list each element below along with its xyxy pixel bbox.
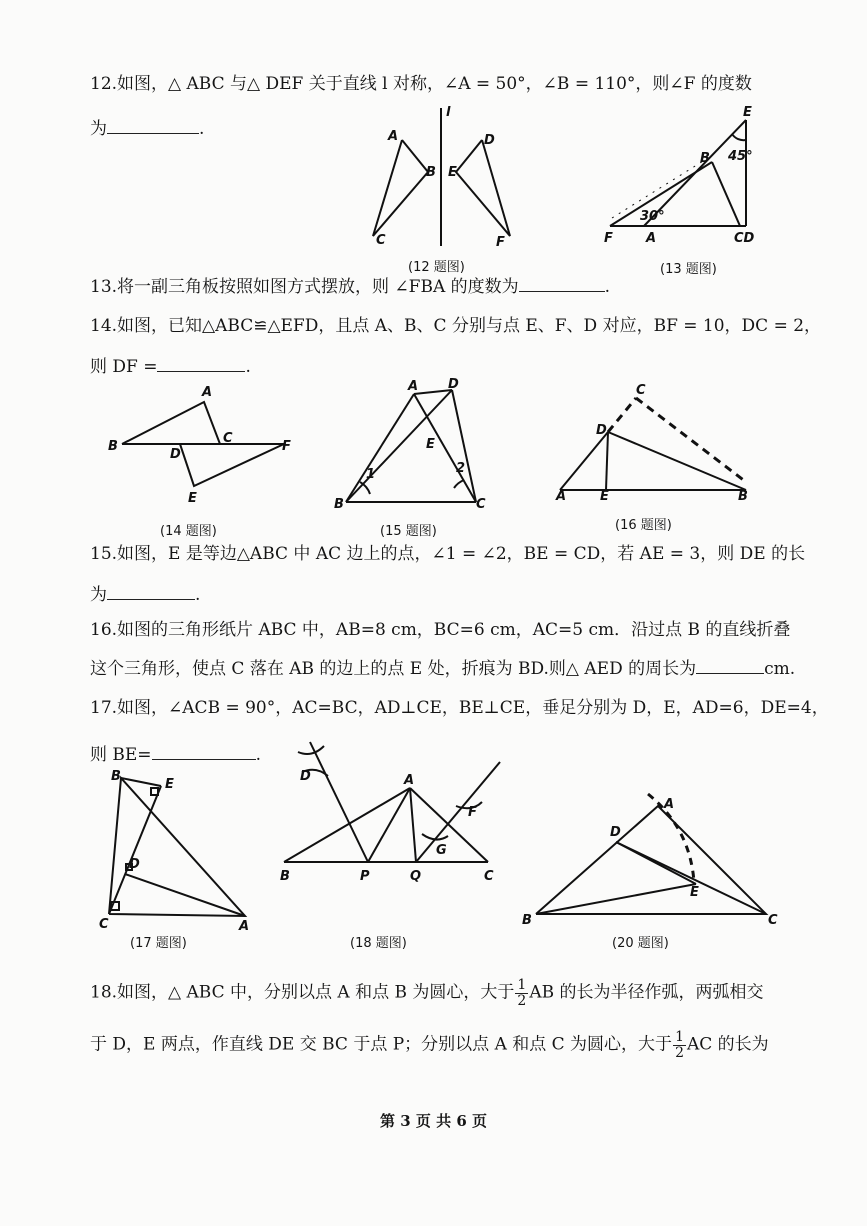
- q13-end: .: [604, 277, 611, 297]
- question-14-line2: [90, 356, 251, 377]
- question-16-line2: [90, 658, 795, 679]
- f12-label-B: B: [426, 165, 436, 180]
- f20-label-C: C: [768, 913, 778, 928]
- f20-label-E: E: [690, 885, 699, 900]
- question-15-line2: [90, 584, 200, 605]
- q18-text-b: AB 的长为半径作弧，两弧相交: [529, 982, 764, 1003]
- f13-label-E: E: [743, 105, 752, 120]
- question-17-line2: [90, 744, 261, 765]
- f18-label-Q: Q: [410, 869, 422, 884]
- figure-17: [95, 768, 265, 938]
- f12-label-l: l: [446, 105, 451, 120]
- f17-label-E: E: [165, 777, 174, 792]
- page-footer: 第 3 页 共 6 页: [380, 1112, 487, 1130]
- f12-label-E: E: [448, 165, 457, 180]
- answer-blank-17[interactable]: [152, 744, 256, 760]
- f16-label-D: D: [596, 423, 607, 438]
- f16-label-A: A: [556, 489, 567, 504]
- answer-blank-14[interactable]: [157, 356, 245, 372]
- figure-12: [360, 100, 530, 250]
- f20-label-D: D: [610, 825, 621, 840]
- f15-label-B: B: [334, 497, 344, 512]
- q15-text: 15.如图，E 是等边△ABC 中 AC 边上的点，∠1 = ∠2，BE = CD，若 AE = 3，则 DE 的长: [90, 544, 806, 564]
- q17-text-2: 则 BE=: [90, 745, 152, 765]
- f17-label-B: B: [111, 769, 121, 784]
- f14-label-C: C: [223, 431, 233, 446]
- f16-label-E: E: [600, 489, 609, 504]
- answer-blank-16[interactable]: [696, 658, 764, 674]
- f15-angle-1: 1: [366, 467, 376, 482]
- q17-end: .: [255, 745, 261, 765]
- q12-text: 12.如图，△ ABC 与△ DEF 关于直线 l 对称，∠A = 50°，∠B = 110°，则∠F 的度数: [90, 74, 752, 94]
- f18-label-A: A: [404, 773, 415, 788]
- f13-angle-30: 30°: [640, 209, 665, 224]
- f14-label-D: D: [170, 447, 181, 462]
- question-12-line1: [90, 74, 752, 94]
- f18-label-G: G: [436, 843, 447, 858]
- f12-label-A: A: [388, 129, 399, 144]
- q18-text-d: AC 的长为: [686, 1034, 769, 1055]
- figure-15: [330, 376, 500, 516]
- f12-label-C: C: [376, 233, 386, 248]
- f18-label-C: C: [484, 869, 494, 884]
- f13-angle-45: 45°: [728, 149, 753, 164]
- f17-label-C: C: [99, 917, 109, 932]
- q17-text: 17.如图，∠ACB = 90°，AC=BC，AD⊥CE，BE⊥CE，垂足分别为 D，E，AD=6，DE=4，: [90, 698, 829, 718]
- answer-blank-15[interactable]: [107, 584, 195, 600]
- fraction-one-half-2: [673, 1030, 686, 1060]
- answer-blank-12[interactable]: [107, 118, 199, 134]
- q18-text-c: 于 D，E 两点，作直线 DE 交 BC 于点 P；分别以点 A 和点 C 为圆心，大于: [90, 1034, 673, 1055]
- f18-label-F: F: [468, 805, 477, 820]
- f14-label-A: A: [202, 385, 213, 400]
- f17-label-D: D: [129, 857, 140, 872]
- f18-label-D: D: [300, 769, 311, 784]
- f13-label-CD: CD: [734, 231, 755, 246]
- caption-18: (18 题图): [350, 936, 407, 951]
- f13-label-A: A: [646, 231, 657, 246]
- q13-text: 13.将一副三角板按照如图方式摆放，则 ∠FBA 的度数为: [90, 277, 519, 297]
- f15-label-E: E: [426, 437, 435, 452]
- q16-text: 16.如图的三角形纸片 ABC 中，AB=8 cm，BC=6 cm，AC=5 cm．沿过点 B 的直线折叠: [90, 620, 791, 640]
- f15-label-D: D: [448, 377, 459, 392]
- f14-label-B: B: [108, 439, 118, 454]
- f18-label-B: B: [280, 869, 290, 884]
- question-13: [90, 276, 610, 297]
- f16-label-B: B: [738, 489, 748, 504]
- f13-label-F: F: [604, 231, 613, 246]
- f12-label-D: D: [484, 133, 495, 148]
- q16-text-2: 这个三角形，使点 C 落在 AB 的边上的点 E 处，折痕为 BD.则△ AED 的周长为: [90, 659, 697, 679]
- f15-angle-2: 2: [456, 461, 466, 476]
- question-18-line2: [90, 1030, 769, 1060]
- q12-text-2: 为: [90, 119, 107, 139]
- q14-text-2: 则 DF =: [90, 357, 158, 377]
- caption-13: (13 题图): [660, 262, 717, 277]
- f17-label-A: A: [239, 919, 250, 934]
- figure-16: [550, 378, 760, 508]
- f20-label-A: A: [664, 797, 675, 812]
- fraction-denominator-2: 2: [675, 1044, 684, 1061]
- question-15-line1: [90, 544, 805, 564]
- caption-15: (15 题图): [380, 524, 437, 539]
- q14-end: .: [245, 357, 251, 377]
- f14-label-F: F: [282, 439, 291, 454]
- question-17-line1: [90, 698, 829, 718]
- q14-text: 14.如图，已知△ABC≌△EFD，且点 A、B、C 分别与点 E、F、D 对应，BF = 10，DC = 2，: [90, 316, 822, 336]
- q15-text-2: 为: [90, 585, 107, 605]
- caption-14: (14 题图): [160, 524, 217, 539]
- figure-20: [518, 788, 788, 928]
- f20-label-B: B: [522, 913, 532, 928]
- question-12-line2: [90, 118, 204, 139]
- caption-12: (12 题图): [408, 260, 465, 275]
- f16-label-C: C: [636, 383, 646, 398]
- f12-label-F: F: [496, 235, 505, 250]
- question-18-line1: [90, 978, 764, 1008]
- q12-end: .: [199, 119, 205, 139]
- caption-16: (16 题图): [615, 518, 672, 533]
- figure-18: [276, 732, 506, 892]
- f13-label-B: B: [700, 151, 710, 166]
- q16-unit: cm.: [764, 659, 796, 679]
- f14-label-E: E: [188, 491, 197, 506]
- caption-17: (17 题图): [130, 936, 187, 951]
- figure-14: [100, 380, 300, 510]
- caption-20: (20 题图): [612, 936, 669, 951]
- fraction-one-half: [515, 978, 528, 1008]
- q18-text-a: 18.如图，△ ABC 中，分别以点 A 和点 B 为圆心，大于: [90, 982, 515, 1003]
- f15-label-C: C: [476, 497, 486, 512]
- answer-blank-13[interactable]: [519, 276, 605, 292]
- fraction-numerator: 1: [517, 977, 527, 993]
- q15-end: .: [195, 585, 201, 605]
- f18-label-P: P: [360, 869, 370, 884]
- question-16-line1: [90, 620, 790, 640]
- question-14-line1: [90, 316, 821, 336]
- figure-13: [600, 100, 770, 250]
- f15-label-A: A: [408, 379, 419, 394]
- fraction-numerator-2: 1: [675, 1029, 684, 1045]
- fraction-denominator: 2: [517, 992, 527, 1009]
